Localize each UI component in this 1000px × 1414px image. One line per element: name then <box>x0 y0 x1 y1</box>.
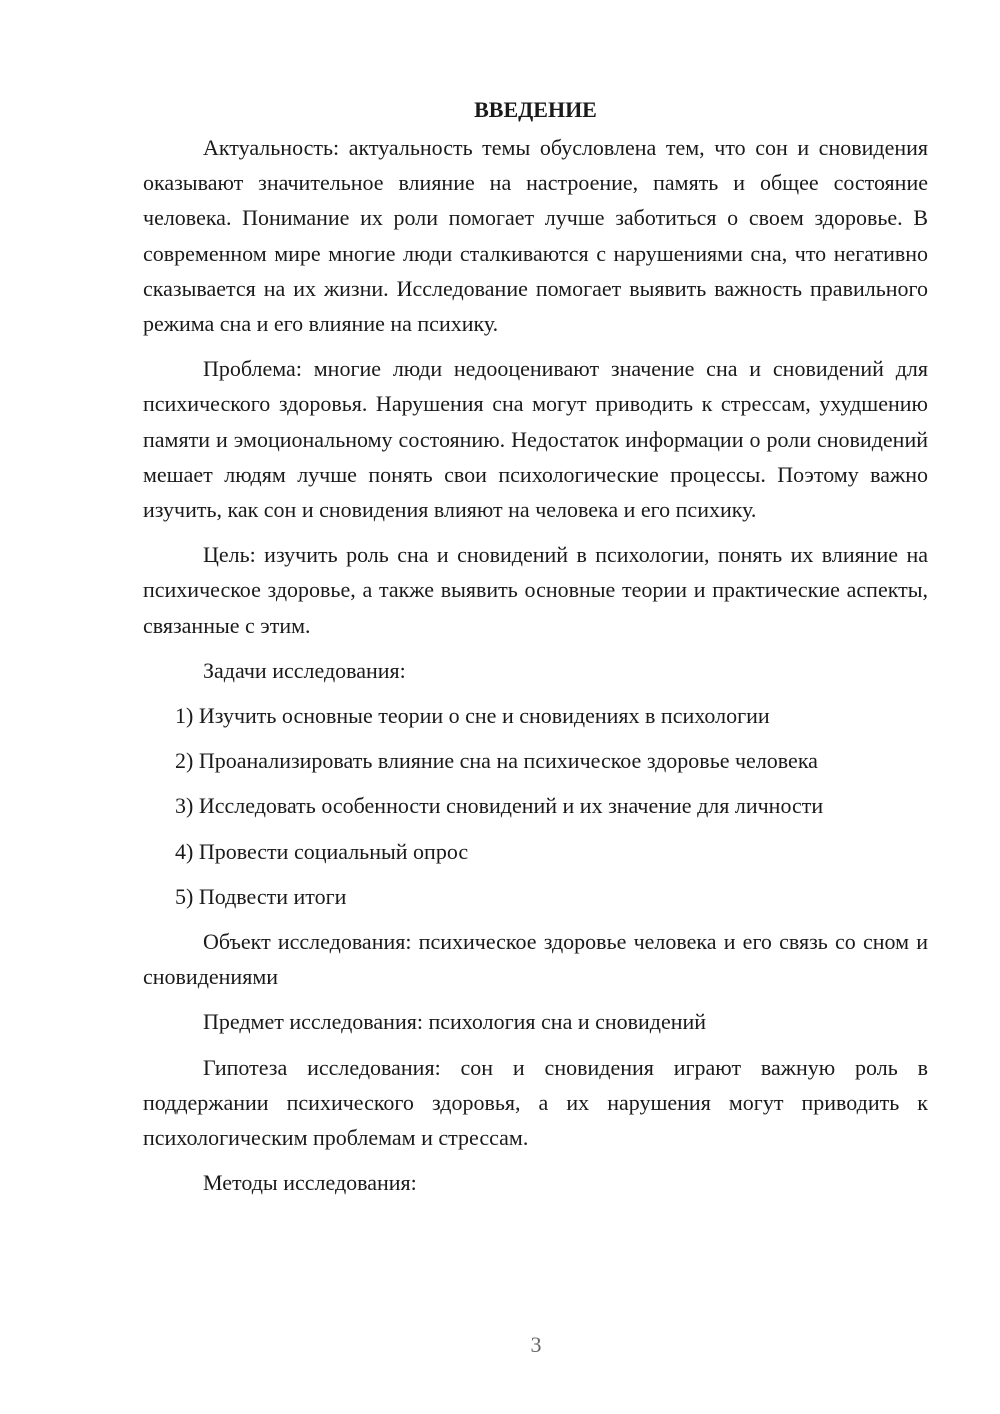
list-item: 3) Исследовать особенности сновидений и их значение для личности <box>175 793 824 819</box>
object-paragraph: Объект исследования: психическое здоровье человека и его связь со сном и сновидениями <box>143 929 928 990</box>
tasks-heading: Задачи исследования: <box>203 657 406 683</box>
list-item: 2) Проанализировать влияние сна на психическое здоровье человека <box>175 748 818 774</box>
subject-paragraph: Предмет исследования: психология сна и сновидений <box>203 1009 707 1035</box>
list-item: 5) Подвести итоги <box>175 883 347 909</box>
list-item: 4) Провести социальный опрос <box>175 838 469 864</box>
hypothesis-paragraph: Гипотеза исследования: сон и сновидения играют важную роль в поддержании психического здоровья, а их нарушения могут приводить к психологическим проблемам и стрессам. <box>143 1054 928 1151</box>
relevance-paragraph: Актуальность: актуальность темы обусловлена тем, что сон и сновидения оказывают значительное влияние на настроение, память и общее состояние человека. Понимание их роли помогает лучше заботиться о своем здоровье. В современном мире многие люди сталкиваются с нарушениями сна, что негативно сказывается на их жизни. Исследование помогает выявить важность правильного режима сна и его влияние на психику. <box>143 135 928 337</box>
page-title: ВВЕДЕНИЕ <box>474 97 597 122</box>
page-number: 3 <box>530 1332 542 1357</box>
tasks-list <box>143 698 928 914</box>
document-page <box>143 92 928 1210</box>
list-item: 1) Изучить основные теории о сне и сновидениях в психологии <box>175 703 770 729</box>
methods-heading: Методы исследования: <box>203 1170 417 1196</box>
problem-paragraph: Проблема: многие люди недооценивают значение сна и сновидений для психического здоровья. Нарушения сна могут приводить к стрессам, ухудшению памяти и эмоциональному состоянию. Недостаток информации о роли сновидений мешает людям лучше понять свои психологические процессы. Поэтому важно изучить, как сон и сновидения влияют на человека и его психику. <box>143 356 928 523</box>
goal-paragraph: Цель: изучить роль сна и сновидений в психологии, понять их влияние на психическое здоровье, а также выявить основные теории и практические аспекты, связанные с этим. <box>143 542 928 638</box>
